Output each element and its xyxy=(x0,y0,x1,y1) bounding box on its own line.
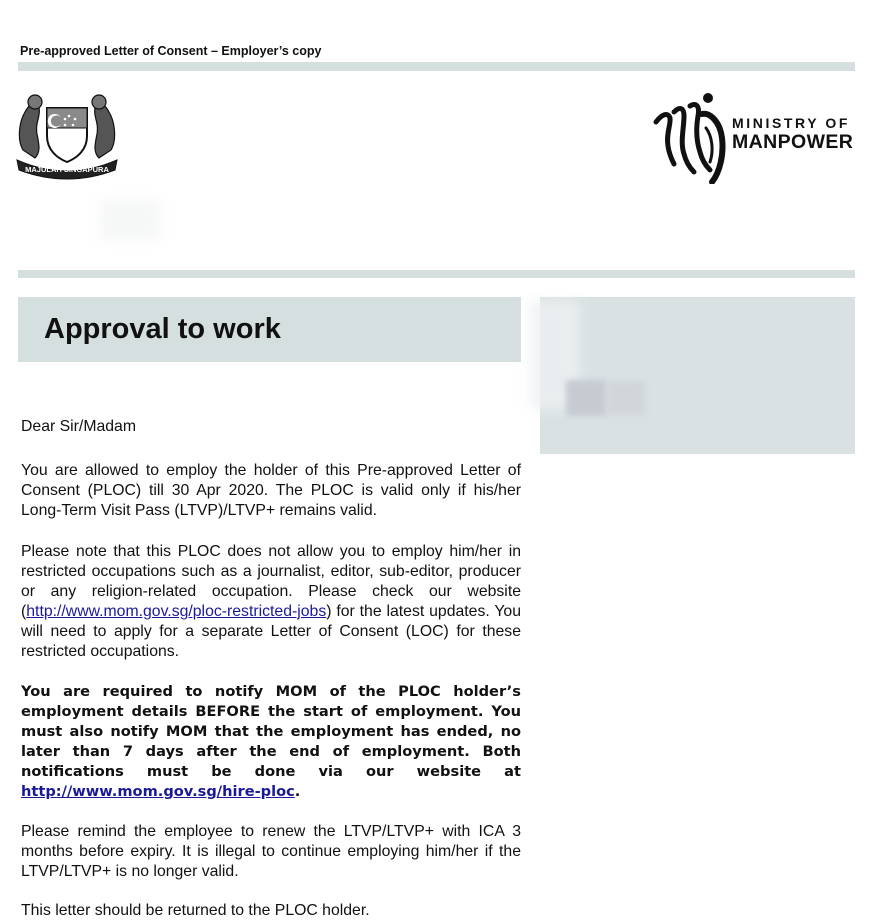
top-divider xyxy=(18,62,855,71)
redacted-blur xyxy=(566,380,606,416)
paragraph-renewal: Please remind the employee to renew the LTVP/LTVP+ with ICA 3 months before expiry. It is illegal to continue employing him/her if the LTVP/LTVP+ is no longer valid. xyxy=(21,823,521,880)
crest-motto: MAJULAH SINGAPURA xyxy=(25,165,109,174)
ministry-name-line2: MANPOWER xyxy=(732,131,854,153)
salutation: Dear Sir/Madam xyxy=(21,418,136,435)
redacted-blur xyxy=(607,381,645,415)
paragraph-restricted-occupations: Please note that this PLOC does not allow you to employ him/her in restricted occupations such as a journalist, editor, sub-editor, producer or any religion-related occupation. Please check our website (http://www.mom.gov.sg/ploc-restricted-jobs) for the latest updates. You will need to apply for a separate Letter of Consent (LOC) for these restricted occupations. xyxy=(21,543,521,660)
singapore-crest-logo xyxy=(15,88,119,180)
ministry-name xyxy=(732,116,853,153)
hire-ploc-link[interactable]: http://www.mom.gov.sg/hire-ploc xyxy=(21,783,295,800)
page-title: Approval to work xyxy=(44,313,281,345)
paragraph-notify-mom: You are required to notify MOM of the PLOC holder’s employment details BEFORE the start of employment. You must also notify MOM that the employment has ended, no later than 7 days after the end of employment. Both notifications must be done via our website at http://www.mom.gov.sg/hire-ploc. xyxy=(21,683,521,800)
paragraph-return: This letter should be returned to the PLOC holder. xyxy=(21,902,370,919)
header-divider xyxy=(18,270,855,278)
document-header: Pre-approved Letter of Consent – Employer’s copy xyxy=(20,44,322,58)
restricted-jobs-link[interactable]: http://www.mom.gov.sg/ploc-restricted-jobs xyxy=(26,603,327,620)
paragraph-validity: You are allowed to employ the holder of this Pre-approved Letter of Consent (PLOC) till 30 Apr 2020. The PLOC is valid only if his/her Long-Term Visit Pass (LTVP)/LTVP+ remains valid. xyxy=(21,462,521,519)
redacted-area xyxy=(100,200,160,240)
redacted-details-box xyxy=(540,297,855,454)
ministry-name-line1: MINISTRY OF xyxy=(732,115,851,131)
title-banner xyxy=(18,297,521,362)
